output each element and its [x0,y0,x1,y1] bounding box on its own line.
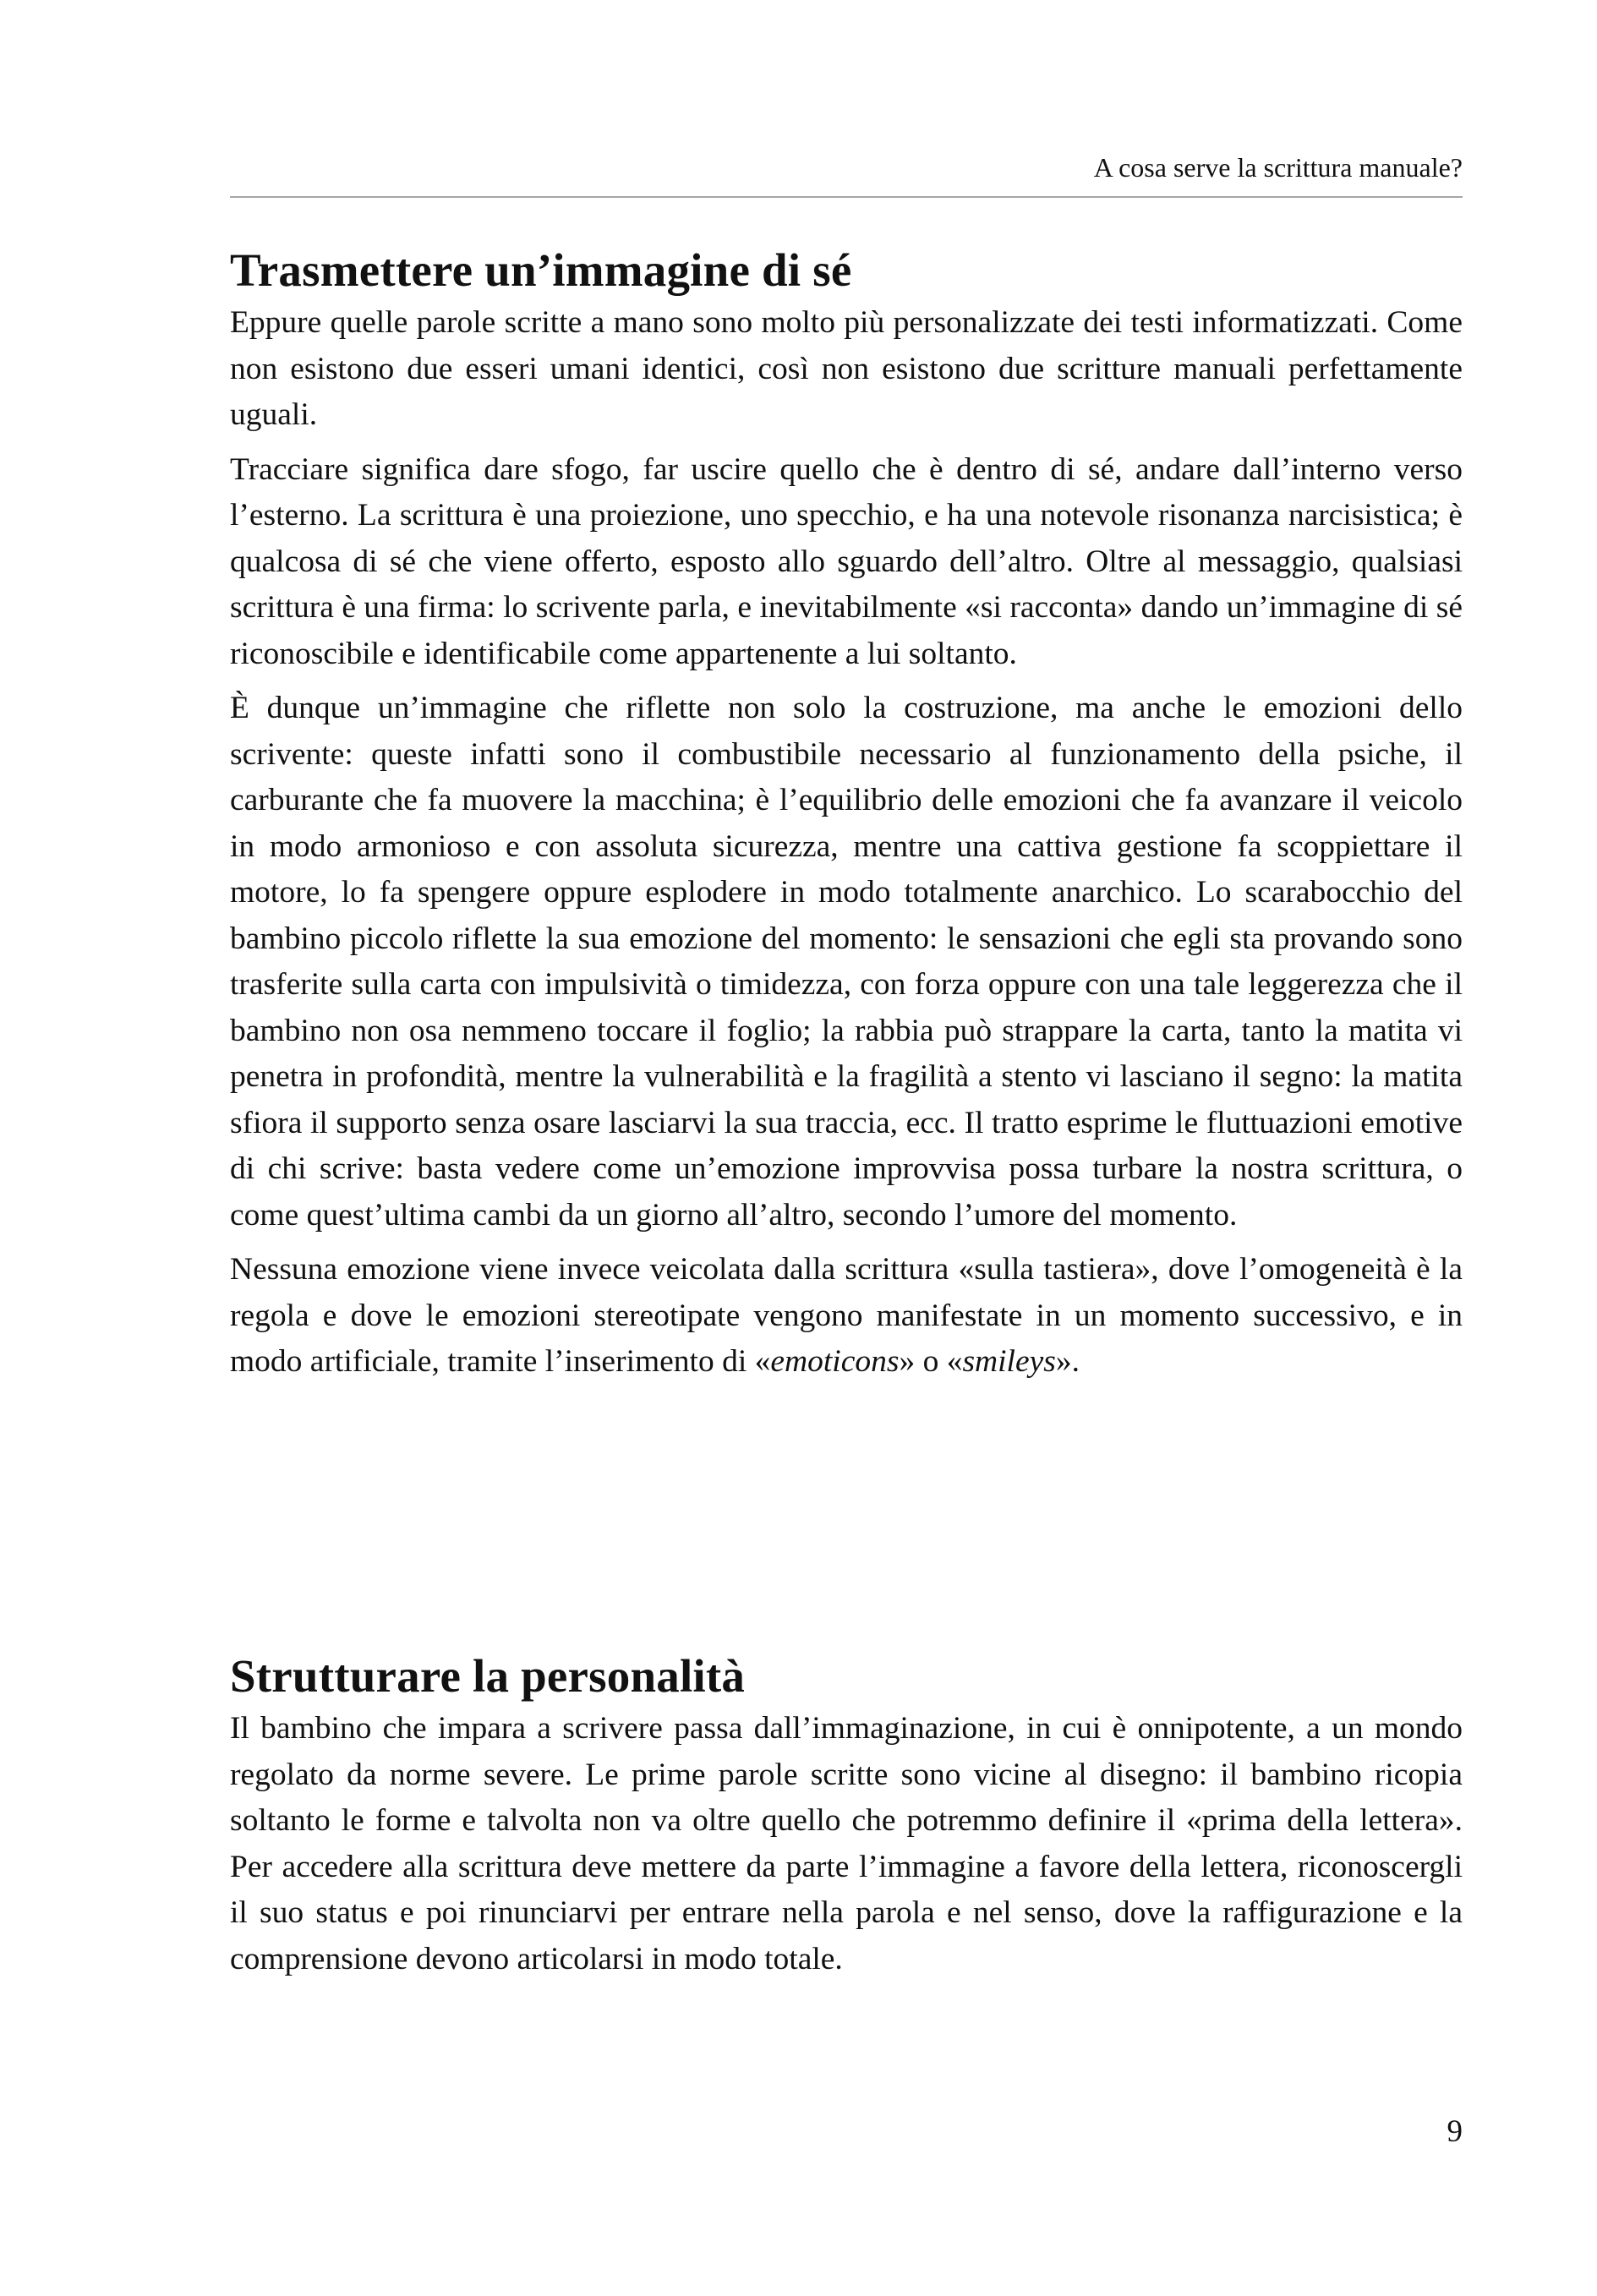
paragraph: Il bambino che impara a scrivere passa dall’immaginazione, in cui è onnipotente, a un mondo regolato da norme severe. Le prime parole scritte sono vicine al disegno: il bambino ricopia soltanto le forme e talvolta non va oltre quello che potremmo definire il «prima della lettera». Per accedere alla scrittura deve mettere da parte l’immagine a favore della lettera, riconoscergli il suo status e poi rinunciarvi per entrare nella parola e nel senso, dove la raffigurazione e la comprensione devono articolarsi in modo totale. [230,1711,1463,1976]
section-title: Trasmettere un’immagine di sé [230,244,852,296]
paragraph-text: » o « [899,1344,963,1379]
paragraph-text: Nessuna emozione viene invece veicolata dalla scrittura «sulla tastiera», dove l’omogeneità è la regola e dove le emozioni stereotipate vengono manifestate in un momento successivo, e in modo artificiale, tramite l’inserimento di « [230,1252,1463,1379]
paragraph: Tracciare significa dare sfogo, far uscire quello che è dentro di sé, andare dall’interno verso l’esterno. La scrittura è una proiezione, uno specchio, e ha una notevole risonanza narcisistica; è qualcosa di sé che viene offerto, esposto allo sguardo dell’altro. Oltre al messaggio, qualsiasi scrittura è una firma: lo scrivente parla, e inevitabilmente «si racconta» dando un’immagine di sé riconoscibile e identificabile come appartenente a lui soltanto. [230,451,1463,671]
paragraph: Eppure quelle parole scritte a mano sono molto più personalizzate dei testi informatizzati. Come non esistono due esseri umani identici, così non esistono due scritture manuali perfettamente uguali. [230,305,1463,432]
paragraph: È dunque un’immagine che riflette non solo la costruzione, ma anche le emozioni dello scrivente: queste infatti sono il combustibile necessario al funzionamento della psiche, il carburante che fa muovere la macchina; è l’equilibrio delle emozioni che fa avanzare il veicolo in modo armonioso e con assoluta sicurezza, mentre una cattiva gestione fa scoppiettare il motore, lo fa spengere oppure esplodere in modo totalmente anarchico. Lo scarabocchio del bambino piccolo riflette la sua emozione del momento: le sensazioni che egli sta provando sono trasferite sulla carta con impulsività o timidezza, con forza oppure con una tale leggerezza che il bambino non osa nemmeno toccare il foglio; la rabbia può strappare la carta, tanto la matita vi penetra in profondità, mentre la vulnerabilità e la fragilità a stento vi lasciano il segno: la matita sfiora il supporto senza osare lasciarvi la sua traccia, ecc. Il tratto esprime le fluttuazioni emotive di chi scrive: basta vedere come un’emozione improvvisa possa turbare la nostra scrittura, o come quest’ultima cambi da un giorno all’altro, secondo l’umore del momento. [230,691,1463,1233]
italic-term: emoticons [770,1344,900,1379]
paragraph-text: ». [1055,1344,1080,1379]
running-header: A cosa serve la scrittura manuale? [1093,152,1463,183]
section-trasmettere [230,241,1463,1386]
section-title: Strutturare la personalità [230,1650,746,1702]
paragraph [230,1247,1463,1386]
section-strutturare [230,1647,1463,1982]
page-number: 9 [1447,2114,1463,2149]
italic-term: smileys [962,1344,1056,1379]
header-rule [230,196,1463,198]
